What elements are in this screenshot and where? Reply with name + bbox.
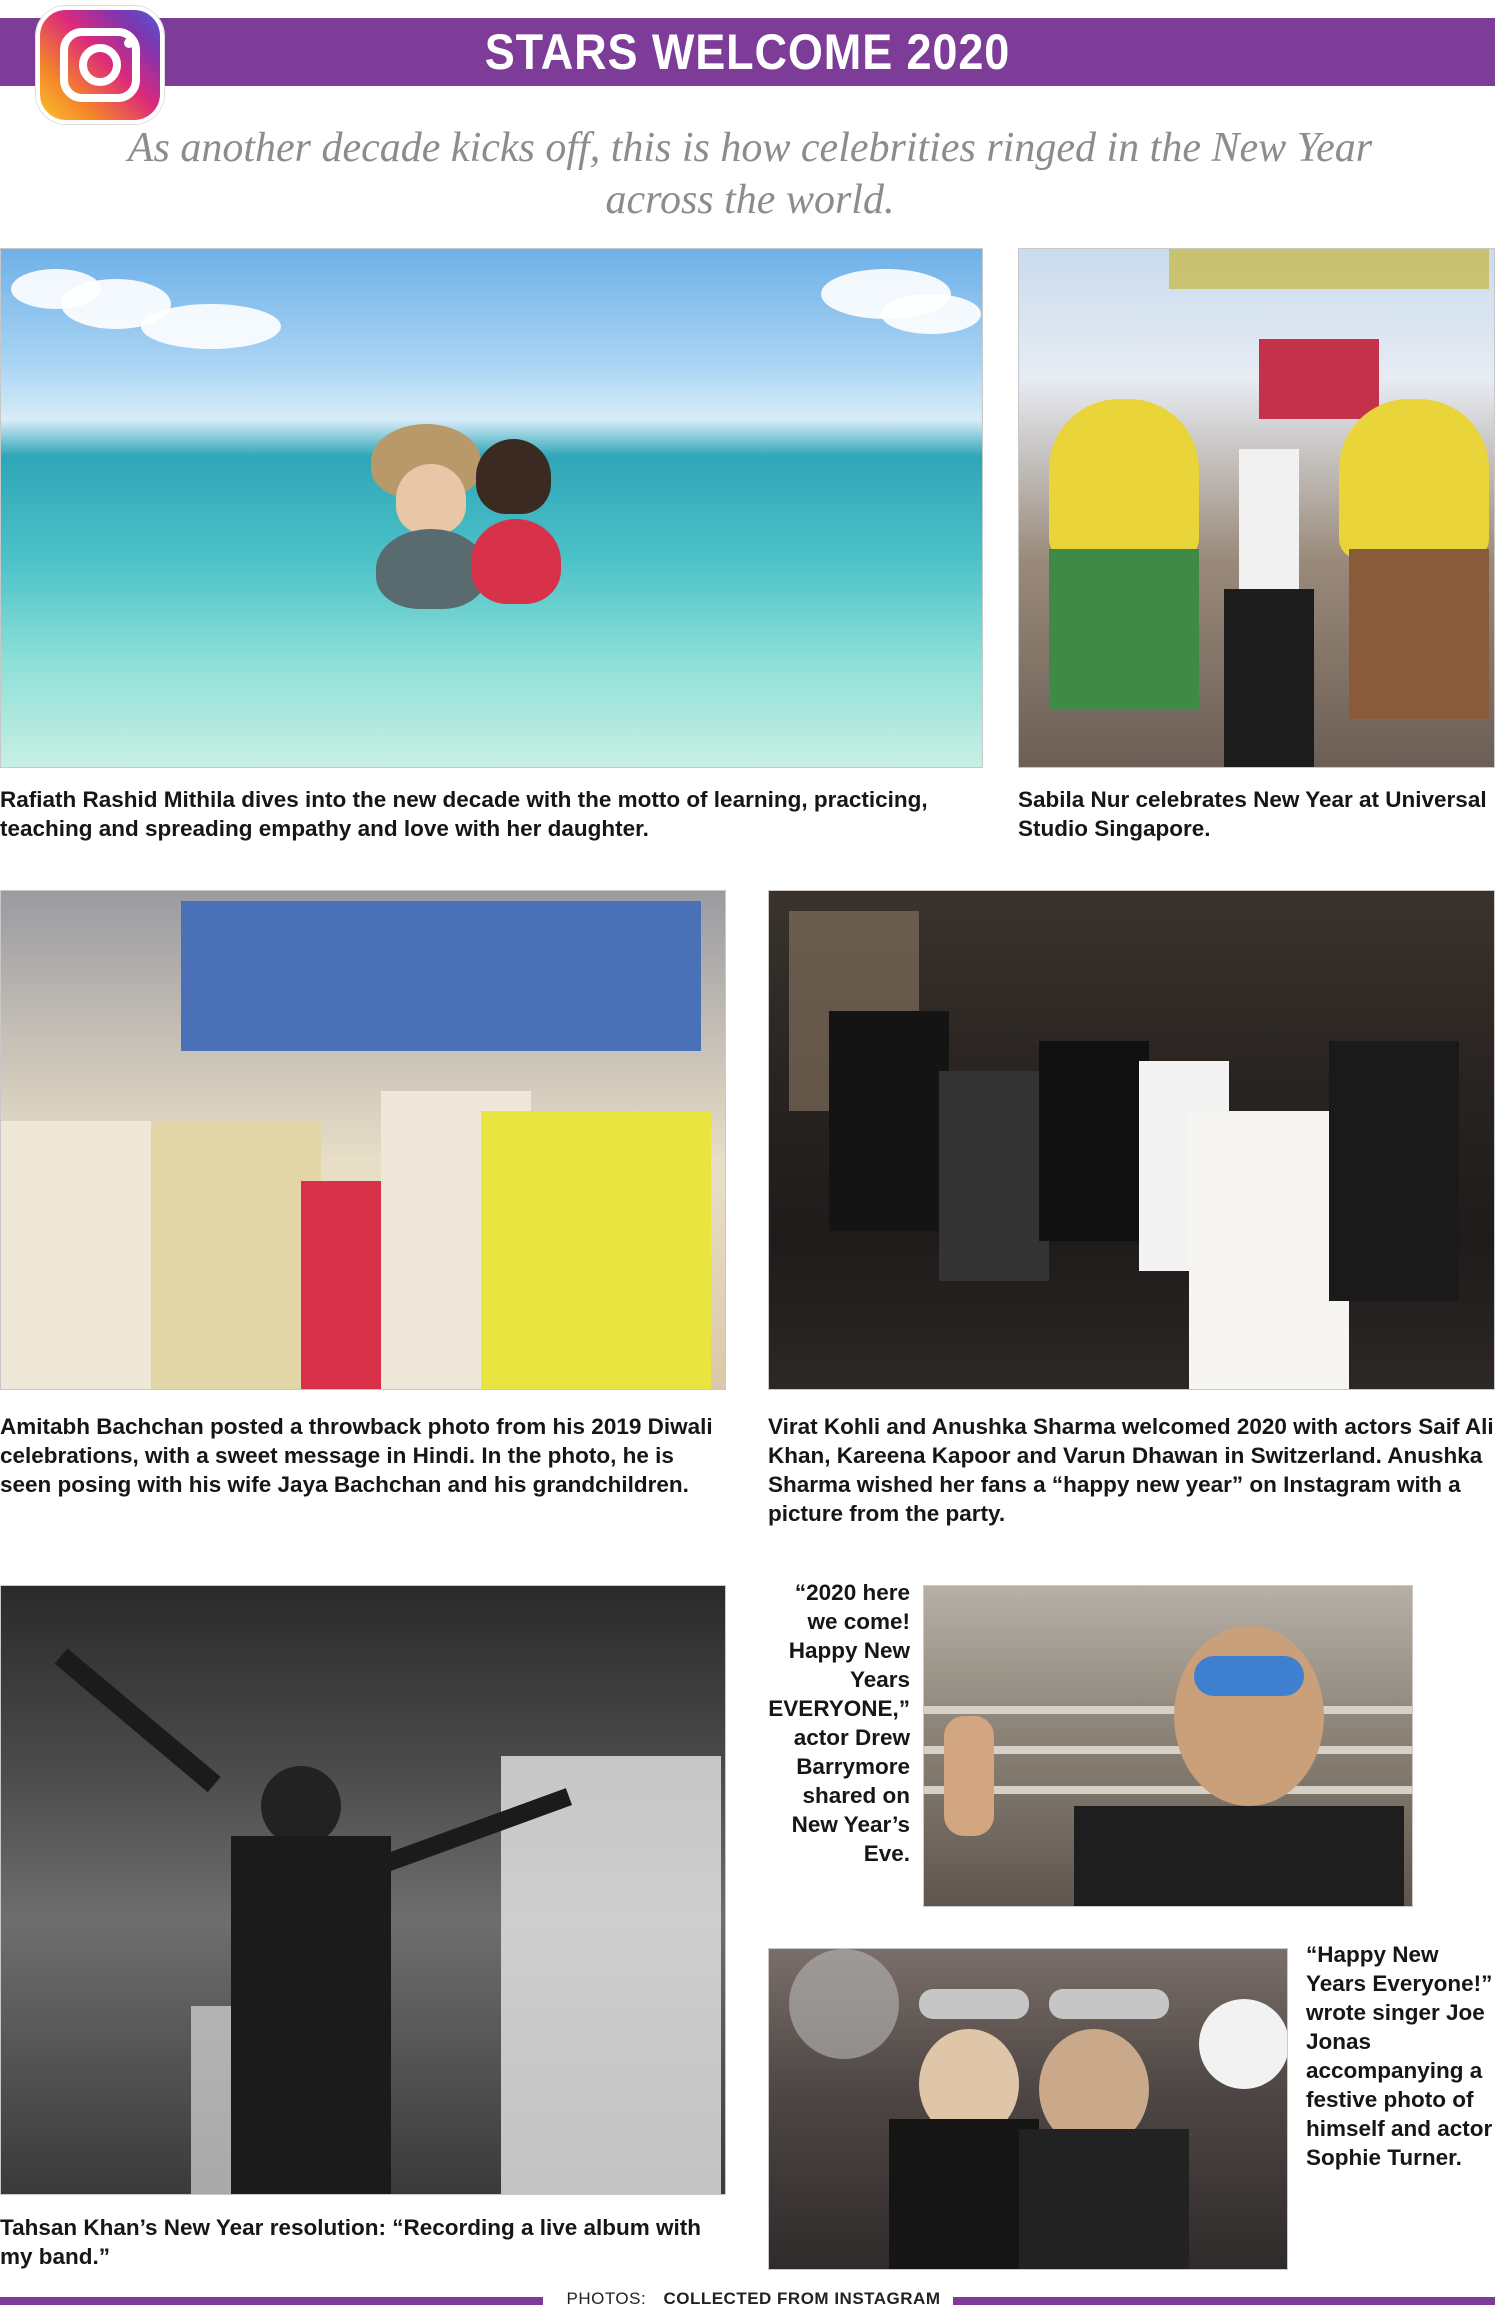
credit-label: PHOTOS: — [555, 2286, 659, 2312]
photo-party-switzerland — [768, 890, 1495, 1390]
caption: “2020 here we come! Happy New Years EVERYONE,” actor Drew Barrymore shared on New Year’s Eve. — [768, 1580, 910, 1866]
caption: Virat Kohli and Anushka Sharma welcomed 2020 with actors Saif Ali Khan, Kareena Kapoor and Varun Dhawan in Switzerland. Anushka Sharma wished her fans a “happy new year” on Instagram with a picture from the party. — [768, 1414, 1494, 1526]
photo-credit — [0, 2286, 1495, 2312]
caption: Tahsan Khan’s New Year resolution: “Recording a live album with my band.” — [0, 2215, 701, 2269]
credit-source: COLLECTED FROM INSTAGRAM — [663, 2289, 941, 2308]
photo-family-diwali — [0, 890, 726, 1390]
caption: “Happy New Years Everyone!” wrote singer Joe Jonas accompanying a festive photo of himself and actor Sophie Turner. — [1306, 1942, 1493, 2170]
header-bar — [0, 18, 1495, 86]
photo-concert-stage — [0, 1585, 726, 2195]
photo-2020-glasses-selfie — [923, 1585, 1413, 1907]
caption: Sabila Nur celebrates New Year at Universal Studio Singapore. — [1018, 787, 1487, 841]
photo-universal-studio — [1018, 248, 1495, 768]
subtitle: As another decade kicks off, this is how celebrities ringed in the New Year across the world. — [127, 125, 1373, 223]
instagram-icon — [36, 6, 164, 124]
photo-mother-daughter-beach — [0, 248, 983, 768]
caption: Rafiath Rashid Mithila dives into the new decade with the motto of learning, practicing, teaching and spreading empathy and love with her daughter. — [0, 787, 928, 841]
photo-couple-party — [768, 1948, 1288, 2270]
page-title: STARS WELCOME 2020 — [484, 24, 1011, 80]
caption: Amitabh Bachchan posted a throwback photo from his 2019 Diwali celebrations, with a sweet message in Hindi. In the photo, he is seen posing with his wife Jaya Bachchan and his grandchildren. — [0, 1414, 713, 1497]
